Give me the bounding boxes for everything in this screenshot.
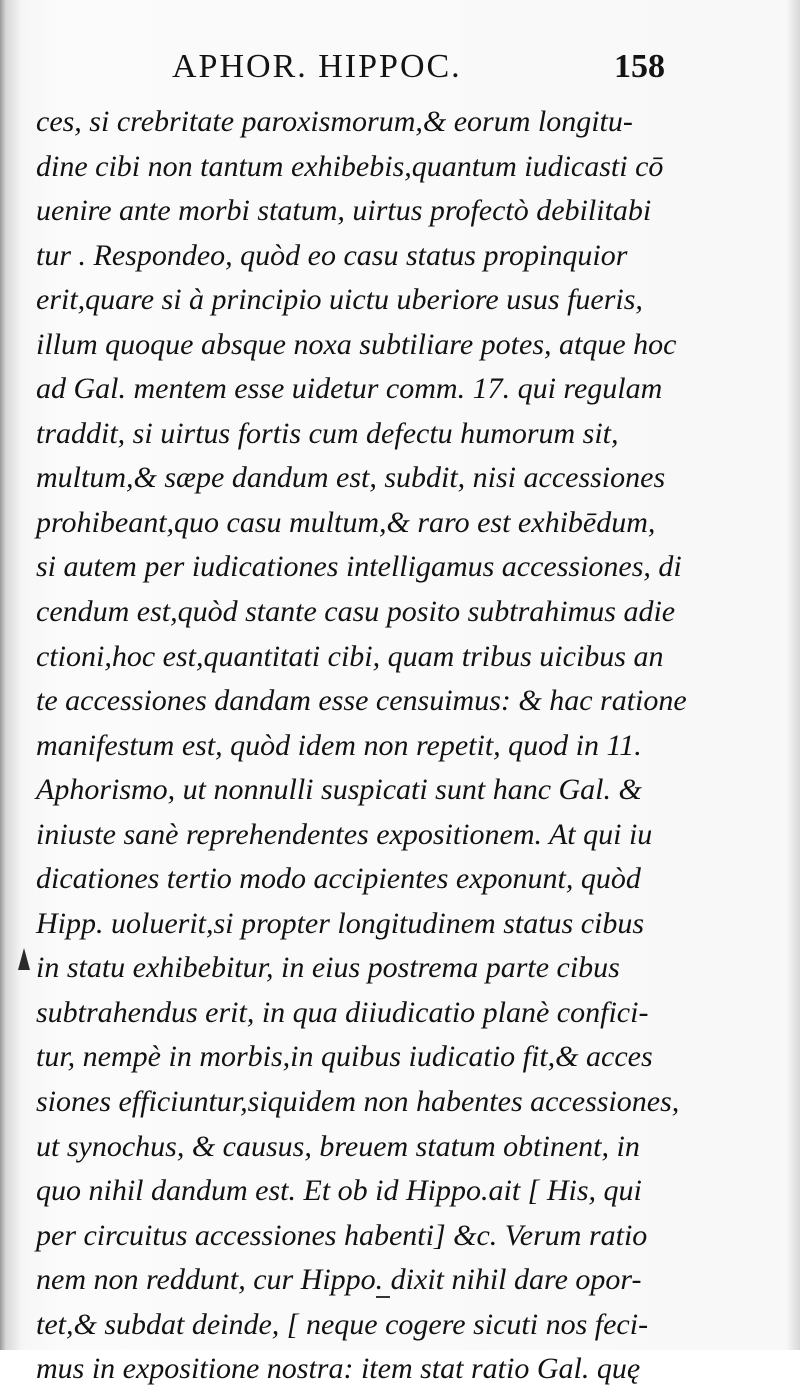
text-line: in statu exhibebitur, in eius postrema parte cibus [36, 951, 620, 985]
page-number: 158 [614, 48, 665, 85]
margin-mark-icon [18, 948, 30, 970]
text-line: ces, si crebritate paroxismorum,& eorum longitu- [36, 105, 633, 138]
page-edge-shadow [786, 0, 800, 1350]
text-line: mus in expositione nostra: item stat ratio Gal. quę [36, 1352, 641, 1386]
text-line: ad Gal. mentem esse uidetur comm. 17. qui regulam [36, 372, 663, 406]
text-line: illum quoque absque noxa subtiliare potes, atque hoc [36, 327, 677, 361]
text-line: manifestum est, quòd idem non repetit, quod in 11. [36, 728, 642, 762]
text-line: nem non reddunt, cur Hippo. dixit nihil dare opor- [36, 1263, 642, 1297]
text-line: dine cibi non tantum exhibebis,quantum iudicasti cō [36, 149, 664, 183]
text-line: te accessiones dandam esse censuimus: & hac ratione [36, 684, 687, 718]
footer-rule [376, 1296, 390, 1298]
text-line: uenire ante morbi statum, uirtus profectò debilitabi [36, 194, 652, 228]
text-line: si autem per iudicationes intelligamus accessiones, di [36, 550, 682, 584]
text-line: tur . Respondeo, quòd eo casu status propinquior [36, 238, 628, 272]
text-line: tet,& subdat deinde, [ neque cogere sicuti nos feci- [36, 1307, 649, 1341]
text-line: cendum est,quòd stante casu posito subtrahimus adie [36, 595, 676, 629]
text-line: prohibeant,quo casu multum,& raro est exhibēdum, [36, 505, 656, 539]
text-line: tur, nempè in morbis,in quibus iudicatio fit,& acces [36, 1040, 653, 1074]
text-line: per circuitus accessiones habenti] &c. Verum ratio [36, 1218, 648, 1252]
page-header [0, 48, 800, 96]
text-line: Hipp. uoluerit,si propter longitudinem status cibus [36, 906, 645, 940]
text-line: quo nihil dandum est. Et ob id Hippo.ait [ His, qui [36, 1174, 642, 1208]
text-line: ut synochus, & causus, breuem statum obtinent, in [36, 1129, 640, 1163]
running-head: APHOR. HIPPOC. [172, 48, 462, 85]
text-line: iniuste sanè reprehendentes expositionem. At qui iu [36, 817, 653, 851]
text-line: traddit, si uirtus fortis cum defectu humorum sit, [36, 416, 619, 450]
text-line: subtrahendus erit, in qua diiudicatio planè confici- [36, 995, 649, 1029]
text-line: ctioni,hoc est,quantitati cibi, quam tribus uicibus an [36, 639, 664, 673]
text-line: erit,quare si à principio uictu uberiore usus fueris, [36, 283, 643, 317]
text-line: siones efficiuntur,siquidem non habentes accessiones, [36, 1085, 680, 1119]
text-line: Aphorismo, ut nonnulli suspicati sunt hanc Gal. & [36, 773, 642, 807]
text-line: dicationes tertio modo accipientes exponunt, quòd [36, 862, 641, 896]
text-line: multum,& sæpe dandum est, subdit, nisi accessiones [36, 461, 666, 495]
body-text [36, 100, 688, 1392]
